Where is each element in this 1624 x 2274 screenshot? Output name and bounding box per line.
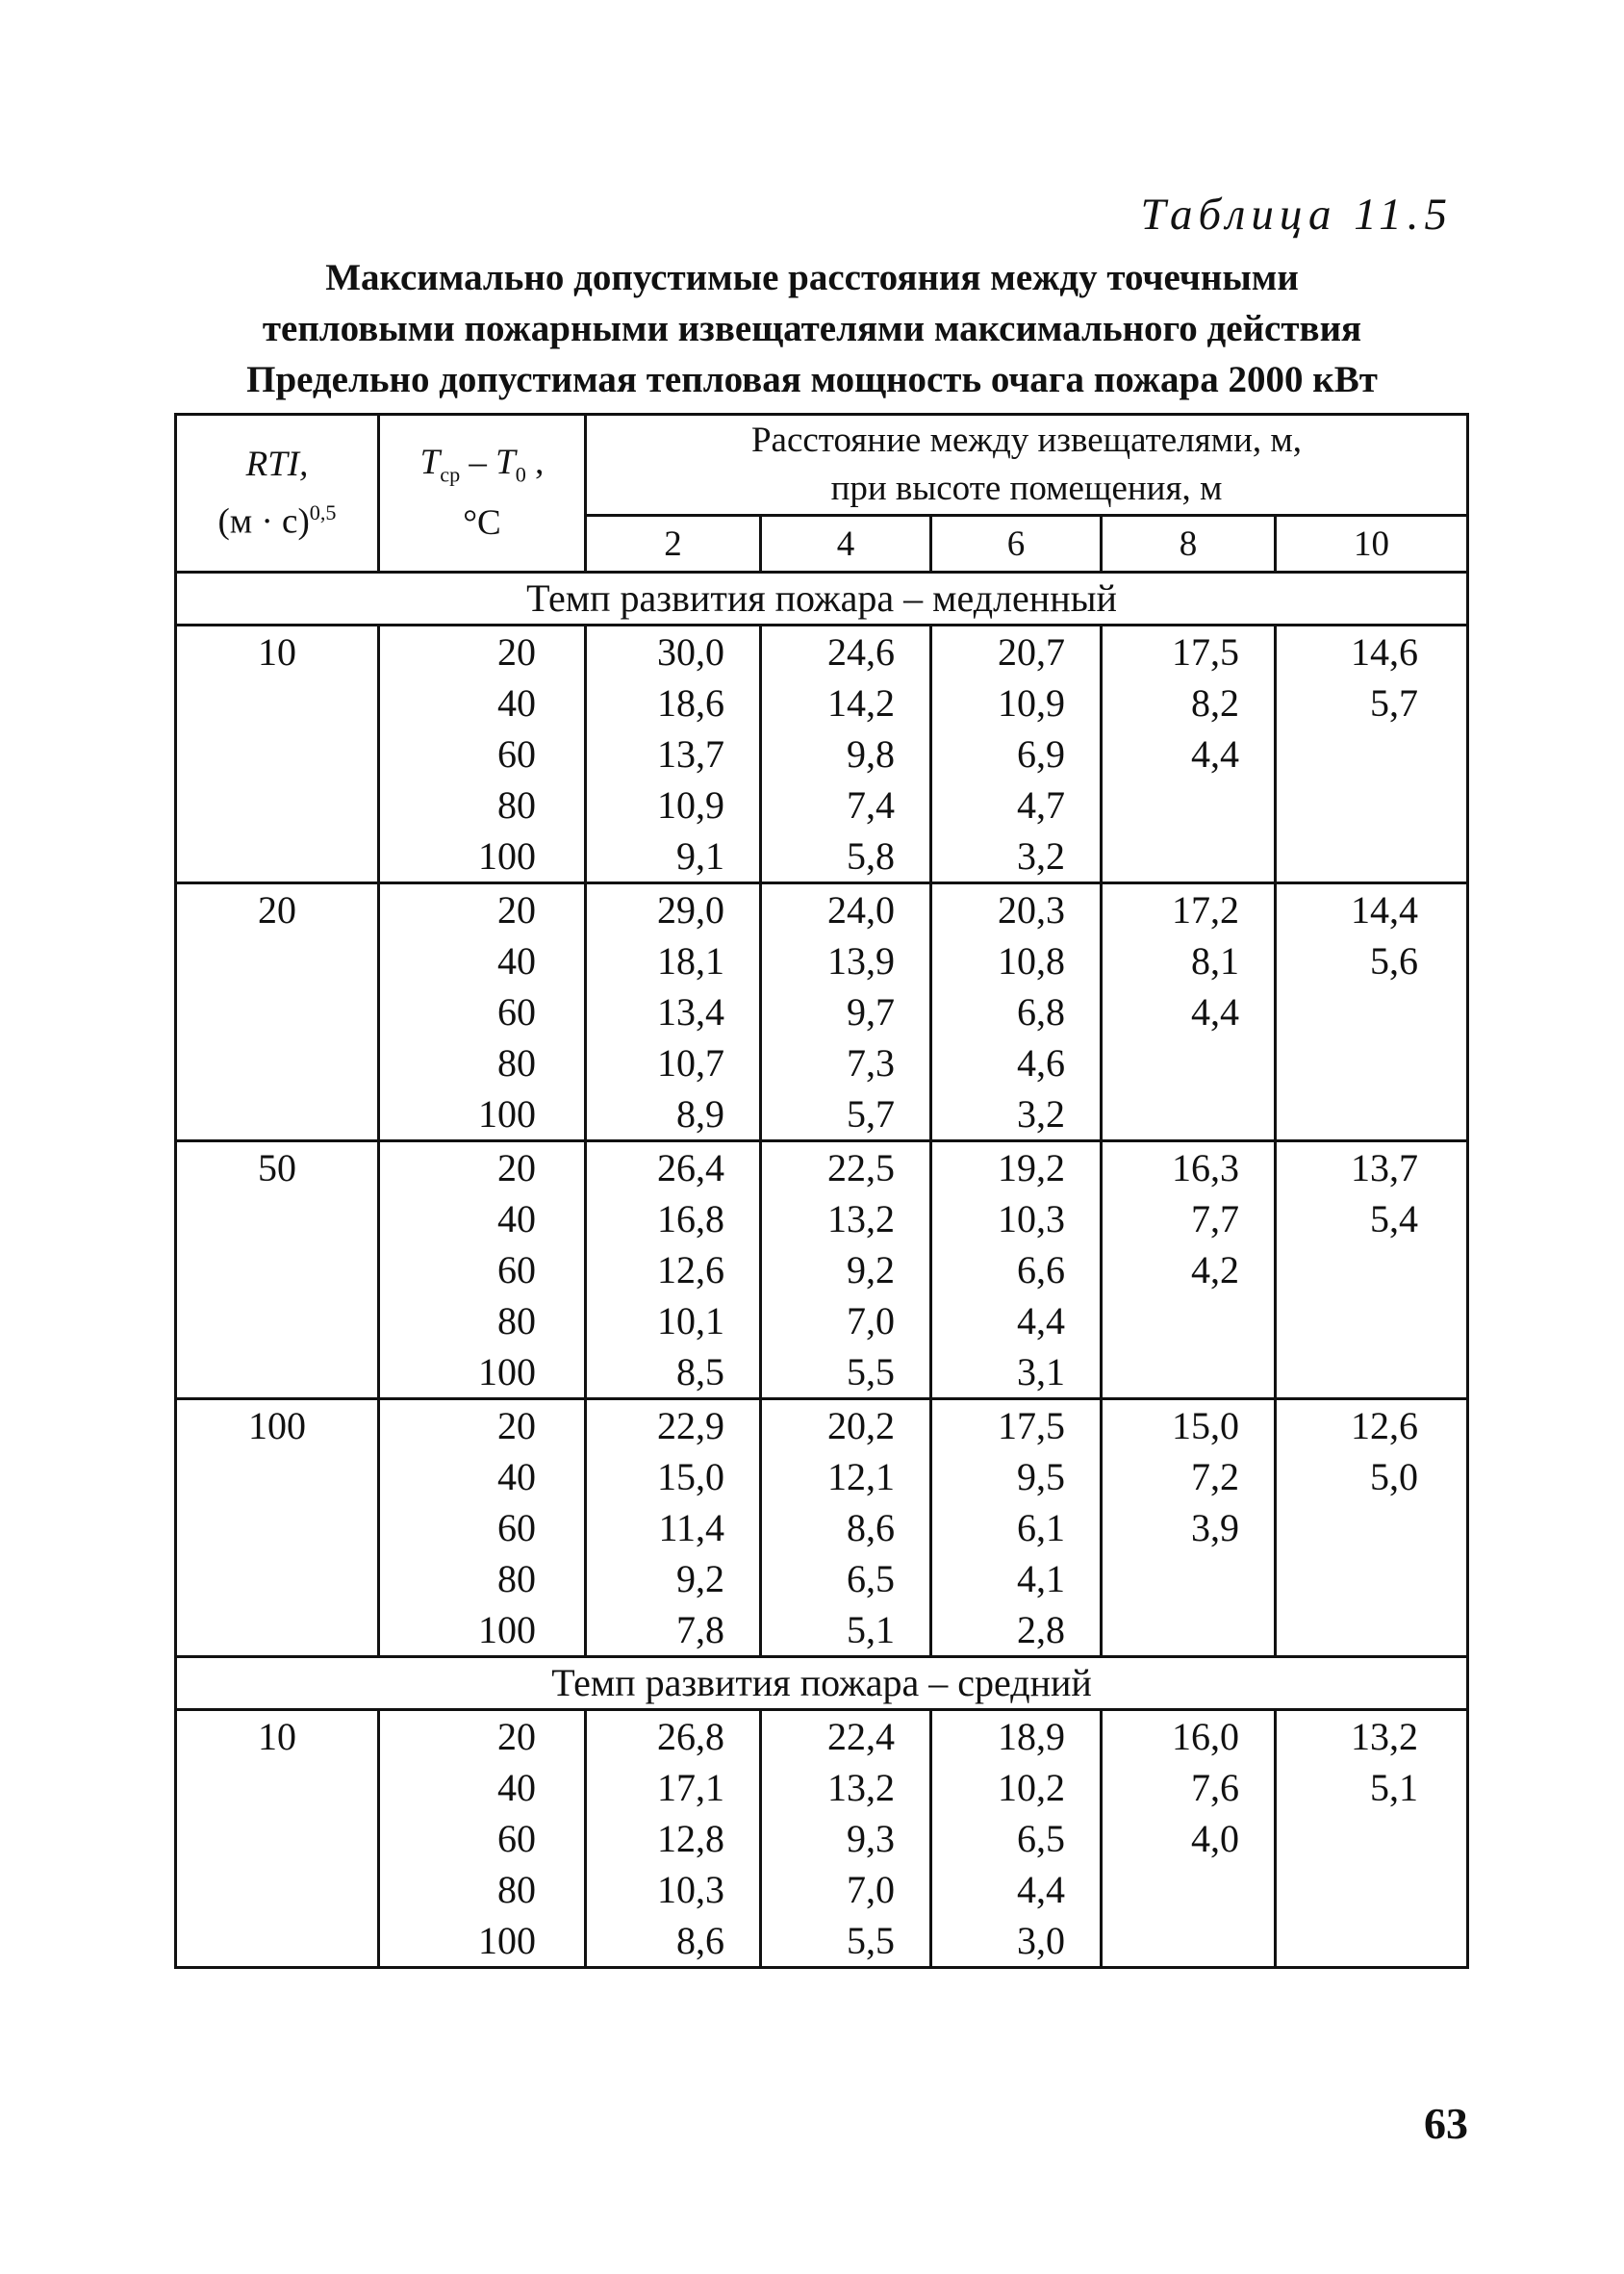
distance-value: 10,7 xyxy=(586,1037,761,1088)
distance-value xyxy=(1276,1502,1468,1553)
rti-unit: (м · с) xyxy=(217,501,310,542)
page-number: 63 xyxy=(1424,2099,1468,2148)
distance-value: 9,3 xyxy=(761,1813,931,1864)
dt-subscript-avg: ср xyxy=(440,462,461,487)
distance-value: 9,7 xyxy=(761,986,931,1037)
section-label: Темп развития пожара – медленный xyxy=(176,573,1468,626)
temperature-difference-value: 60 xyxy=(379,1244,586,1295)
distance-value: 10,3 xyxy=(931,1193,1102,1244)
distance-value: 20,7 xyxy=(931,626,1102,678)
dt-minus: – xyxy=(460,443,496,483)
distance-value: 5,1 xyxy=(1276,1762,1468,1813)
data-table xyxy=(174,413,1469,1969)
distance-value: 15,0 xyxy=(1102,1399,1276,1452)
distance-value: 26,8 xyxy=(586,1710,761,1763)
distance-value: 19,2 xyxy=(931,1141,1102,1194)
distance-value: 12,6 xyxy=(1276,1399,1468,1452)
distance-value xyxy=(1276,1346,1468,1399)
distance-value: 4,4 xyxy=(931,1864,1102,1915)
distance-value: 9,2 xyxy=(586,1553,761,1604)
distance-value xyxy=(1102,1037,1276,1088)
temperature-difference-value: 100 xyxy=(379,1088,586,1141)
table-row xyxy=(176,626,1468,678)
temperature-difference-value: 60 xyxy=(379,986,586,1037)
distance-value: 4,7 xyxy=(931,779,1102,830)
distance-value: 14,6 xyxy=(1276,626,1468,678)
t0-symbol: T xyxy=(495,443,516,483)
distance-value xyxy=(1102,1295,1276,1346)
table-row xyxy=(176,1399,1468,1452)
temperature-difference-value: 80 xyxy=(379,1864,586,1915)
temperature-difference-value: 80 xyxy=(379,1553,586,1604)
temperature-difference-value: 100 xyxy=(379,830,586,883)
distance-value xyxy=(1102,1864,1276,1915)
distance-value: 4,0 xyxy=(1102,1813,1276,1864)
distance-value: 12,8 xyxy=(586,1813,761,1864)
distance-value: 13,7 xyxy=(1276,1141,1468,1194)
distance-value xyxy=(1276,1553,1468,1604)
distance-value xyxy=(1276,1604,1468,1657)
distance-value xyxy=(1102,1915,1276,1968)
temperature-difference-value: 40 xyxy=(379,1193,586,1244)
distance-value: 17,5 xyxy=(1102,626,1276,678)
distance-value: 5,0 xyxy=(1276,1451,1468,1502)
header-height-2: 2 xyxy=(586,516,761,573)
temperature-difference-value: 20 xyxy=(379,1399,586,1452)
temperature-difference-value: 60 xyxy=(379,728,586,779)
rti-value: 10 xyxy=(176,1710,379,1968)
distance-value: 18,1 xyxy=(586,935,761,986)
temperature-difference-value: 80 xyxy=(379,1037,586,1088)
rti-unit-exponent: 0,5 xyxy=(309,499,337,524)
section-label: Темп развития пожара – средний xyxy=(176,1657,1468,1710)
distance-value xyxy=(1102,1088,1276,1141)
distance-value: 6,1 xyxy=(931,1502,1102,1553)
rti-name: RTI, xyxy=(245,444,309,484)
distance-value: 18,9 xyxy=(931,1710,1102,1763)
distance-value: 13,9 xyxy=(761,935,931,986)
distance-value: 8,2 xyxy=(1102,677,1276,728)
rti-value: 20 xyxy=(176,883,379,1141)
table-row xyxy=(176,1141,1468,1194)
temperature-difference-value: 60 xyxy=(379,1813,586,1864)
distance-value: 8,1 xyxy=(1102,935,1276,986)
distance-value: 4,4 xyxy=(931,1295,1102,1346)
distance-value: 7,0 xyxy=(761,1864,931,1915)
distance-value xyxy=(1276,1864,1468,1915)
distance-value: 8,6 xyxy=(586,1915,761,1968)
distance-value: 4,2 xyxy=(1102,1244,1276,1295)
header-height-10: 10 xyxy=(1276,516,1468,573)
distance-value: 4,1 xyxy=(931,1553,1102,1604)
distance-value: 15,0 xyxy=(586,1451,761,1502)
header-height-8: 8 xyxy=(1102,516,1276,573)
temperature-difference-value: 40 xyxy=(379,1762,586,1813)
distance-value: 7,4 xyxy=(761,779,931,830)
distance-value: 6,5 xyxy=(761,1553,931,1604)
temperature-difference-value: 20 xyxy=(379,1141,586,1194)
distance-value: 3,1 xyxy=(931,1346,1102,1399)
distance-value: 5,8 xyxy=(761,830,931,883)
distance-value xyxy=(1102,1604,1276,1657)
distance-value: 10,1 xyxy=(586,1295,761,1346)
rti-value: 10 xyxy=(176,626,379,883)
temperature-difference-value: 20 xyxy=(379,883,586,936)
header-height-6: 6 xyxy=(931,516,1102,573)
distance-value: 12,6 xyxy=(586,1244,761,1295)
distance-value: 5,6 xyxy=(1276,935,1468,986)
distance-value: 8,6 xyxy=(761,1502,931,1553)
temperature-difference-value: 100 xyxy=(379,1604,586,1657)
distance-value xyxy=(1102,1553,1276,1604)
header-rti xyxy=(176,415,379,573)
distance-value: 6,9 xyxy=(931,728,1102,779)
distance-value: 10,9 xyxy=(586,779,761,830)
distance-value: 6,6 xyxy=(931,1244,1102,1295)
distance-value: 5,1 xyxy=(761,1604,931,1657)
distance-value: 22,5 xyxy=(761,1141,931,1194)
table-row xyxy=(176,883,1468,936)
distance-value: 18,6 xyxy=(586,677,761,728)
distance-value: 5,4 xyxy=(1276,1193,1468,1244)
distance-value: 9,8 xyxy=(761,728,931,779)
distance-value: 7,6 xyxy=(1102,1762,1276,1813)
distance-value: 22,9 xyxy=(586,1399,761,1452)
distance-value: 10,9 xyxy=(931,677,1102,728)
distance-value xyxy=(1276,986,1468,1037)
distance-value: 30,0 xyxy=(586,626,761,678)
dt-comma: , xyxy=(525,443,545,483)
section-row xyxy=(176,1657,1468,1710)
distance-value: 13,7 xyxy=(586,728,761,779)
dt-symbol: T xyxy=(419,443,441,483)
distance-value: 4,4 xyxy=(1102,728,1276,779)
distance-value: 13,2 xyxy=(761,1193,931,1244)
distance-value: 13,2 xyxy=(1276,1710,1468,1763)
temperature-difference-value: 20 xyxy=(379,626,586,678)
temperature-difference-value: 100 xyxy=(379,1346,586,1399)
distance-value: 8,5 xyxy=(586,1346,761,1399)
distance-value xyxy=(1276,1295,1468,1346)
distance-value: 24,6 xyxy=(761,626,931,678)
header-temperature-difference xyxy=(379,415,586,573)
temperature-difference-value: 80 xyxy=(379,1295,586,1346)
distance-value: 13,2 xyxy=(761,1762,931,1813)
distance-line-2: при высоте помещения, м xyxy=(830,469,1223,508)
distance-value: 17,1 xyxy=(586,1762,761,1813)
distance-value: 24,0 xyxy=(761,883,931,936)
distance-value: 7,0 xyxy=(761,1295,931,1346)
dt-unit: °C xyxy=(463,502,501,543)
distance-line-1: Расстояние между извещателями, м, xyxy=(750,421,1303,460)
distance-value: 3,0 xyxy=(931,1915,1102,1968)
distance-value: 10,8 xyxy=(931,935,1102,986)
distance-value: 5,7 xyxy=(761,1088,931,1141)
distance-value: 5,5 xyxy=(761,1346,931,1399)
distance-value: 9,1 xyxy=(586,830,761,883)
t0-subscript: 0 xyxy=(515,462,526,487)
distance-value: 16,0 xyxy=(1102,1710,1276,1763)
distance-value: 13,4 xyxy=(586,986,761,1037)
distance-value xyxy=(1102,830,1276,883)
distance-value: 6,5 xyxy=(931,1813,1102,1864)
distance-value xyxy=(1102,779,1276,830)
distance-value: 14,2 xyxy=(761,677,931,728)
distance-value xyxy=(1276,1088,1468,1141)
temperature-difference-value: 100 xyxy=(379,1915,586,1968)
distance-value: 2,8 xyxy=(931,1604,1102,1657)
distance-value xyxy=(1276,728,1468,779)
temperature-difference-value: 80 xyxy=(379,779,586,830)
distance-value xyxy=(1276,1244,1468,1295)
distance-value: 29,0 xyxy=(586,883,761,936)
distance-value xyxy=(1276,830,1468,883)
distance-value xyxy=(1276,1813,1468,1864)
distance-value: 5,5 xyxy=(761,1915,931,1968)
distance-value: 17,5 xyxy=(931,1399,1102,1452)
distance-value: 5,7 xyxy=(1276,677,1468,728)
temperature-difference-value: 40 xyxy=(379,1451,586,1502)
rti-value: 100 xyxy=(176,1399,379,1657)
title-line-1: Максимально допустимые расстояния между точечными xyxy=(325,257,1299,298)
table-title xyxy=(154,252,1470,405)
distance-value: 3,2 xyxy=(931,830,1102,883)
table-body xyxy=(176,573,1468,1968)
distance-value: 4,6 xyxy=(931,1037,1102,1088)
rti-value: 50 xyxy=(176,1141,379,1399)
distance-value: 3,2 xyxy=(931,1088,1102,1141)
title-line-3: Предельно допустимая тепловая мощность очага пожара 2000 кВт xyxy=(246,359,1378,400)
table-row xyxy=(176,1710,1468,1763)
temperature-difference-value: 60 xyxy=(379,1502,586,1553)
header-distance xyxy=(586,415,1468,516)
header-height-4: 4 xyxy=(761,516,931,573)
distance-value: 4,4 xyxy=(1102,986,1276,1037)
distance-value: 9,5 xyxy=(931,1451,1102,1502)
distance-value: 7,3 xyxy=(761,1037,931,1088)
distance-value: 26,4 xyxy=(586,1141,761,1194)
distance-value: 14,4 xyxy=(1276,883,1468,936)
distance-value: 11,4 xyxy=(586,1502,761,1553)
distance-value: 10,3 xyxy=(586,1864,761,1915)
distance-value xyxy=(1276,779,1468,830)
temperature-difference-value: 40 xyxy=(379,935,586,986)
distance-value: 9,2 xyxy=(761,1244,931,1295)
distance-value: 8,9 xyxy=(586,1088,761,1141)
distance-value xyxy=(1102,1346,1276,1399)
section-row xyxy=(176,573,1468,626)
distance-value: 3,9 xyxy=(1102,1502,1276,1553)
distance-value: 22,4 xyxy=(761,1710,931,1763)
distance-value: 7,7 xyxy=(1102,1193,1276,1244)
distance-value: 12,1 xyxy=(761,1451,931,1502)
distance-value: 10,2 xyxy=(931,1762,1102,1813)
temperature-difference-value: 20 xyxy=(379,1710,586,1763)
distance-value: 20,2 xyxy=(761,1399,931,1452)
title-line-2: тепловыми пожарными извещателями максимального действия xyxy=(262,308,1362,349)
distance-value: 16,8 xyxy=(586,1193,761,1244)
table-label: Таблица 11.5 xyxy=(1140,190,1453,240)
distance-value: 7,8 xyxy=(586,1604,761,1657)
distance-value: 20,3 xyxy=(931,883,1102,936)
distance-value xyxy=(1276,1915,1468,1968)
distance-value xyxy=(1276,1037,1468,1088)
distance-value: 6,8 xyxy=(931,986,1102,1037)
temperature-difference-value: 40 xyxy=(379,677,586,728)
distance-value: 17,2 xyxy=(1102,883,1276,936)
distance-value: 7,2 xyxy=(1102,1451,1276,1502)
distance-value: 16,3 xyxy=(1102,1141,1276,1194)
